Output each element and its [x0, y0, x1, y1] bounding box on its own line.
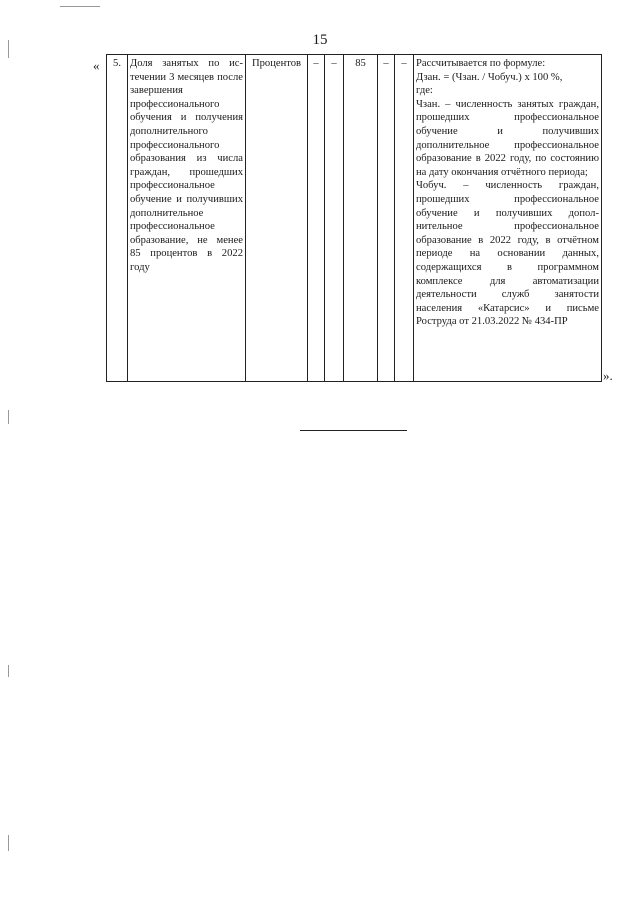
scan-artifact [8, 410, 9, 424]
indicator-name: Доля занятых по истечении 3 месяцев после завершения профессионального обучения и получения дополнительного профессионального образования из числа граждан, прошедших профессиональное обучение и получивших дополнительное профессиональное образование, не менее 85 процентов в 2022 году [128, 55, 246, 382]
formula-intro: Рассчитывается по формуле: [416, 58, 546, 69]
formula-where: где: [416, 85, 433, 97]
formula: Дзан. = (Чзан. / Чобуч.) х 100 %, [416, 71, 563, 83]
value-cell-5: – [395, 55, 414, 382]
table-row [107, 55, 602, 382]
scan-artifact [8, 835, 9, 851]
value-cell-3: 85 [344, 55, 378, 382]
value-cell-1: – [308, 55, 325, 382]
value-cell-4: – [378, 55, 395, 382]
scan-artifact [8, 665, 9, 677]
unit-of-measure: Процентов [246, 55, 308, 382]
indicator-table [106, 54, 602, 382]
scan-artifact [60, 6, 100, 7]
row-number: 5. [107, 55, 128, 382]
page-number: 15 [312, 32, 328, 48]
variable-definition-employed: Чзан. – численность занятых граждан, прошедших профессиональное обучение и получивших дополнительное профессиональное образование в 2022 году, по состоянию на дату окончания отчётного периода; [416, 98, 599, 178]
scan-artifact [8, 40, 9, 58]
opening-quote-mark: « [93, 58, 100, 73]
section-divider-line [300, 430, 407, 431]
closing-quote-mark: ». [603, 368, 613, 383]
calculation-description [414, 55, 602, 382]
value-cell-2: – [325, 55, 344, 382]
variable-definition-trained: Чобуч. – численность граждан, прошедших профессиональное обучение и получивших дополнительное профессиональное образование в 2022 году, в отчётном периоде на основании данных, содержащихся в программном комплексе для автоматизации деятельности служб занятости населения «Катарсис» и письме Роструда от 21.03.2022 № 434-ПР [416, 180, 599, 328]
